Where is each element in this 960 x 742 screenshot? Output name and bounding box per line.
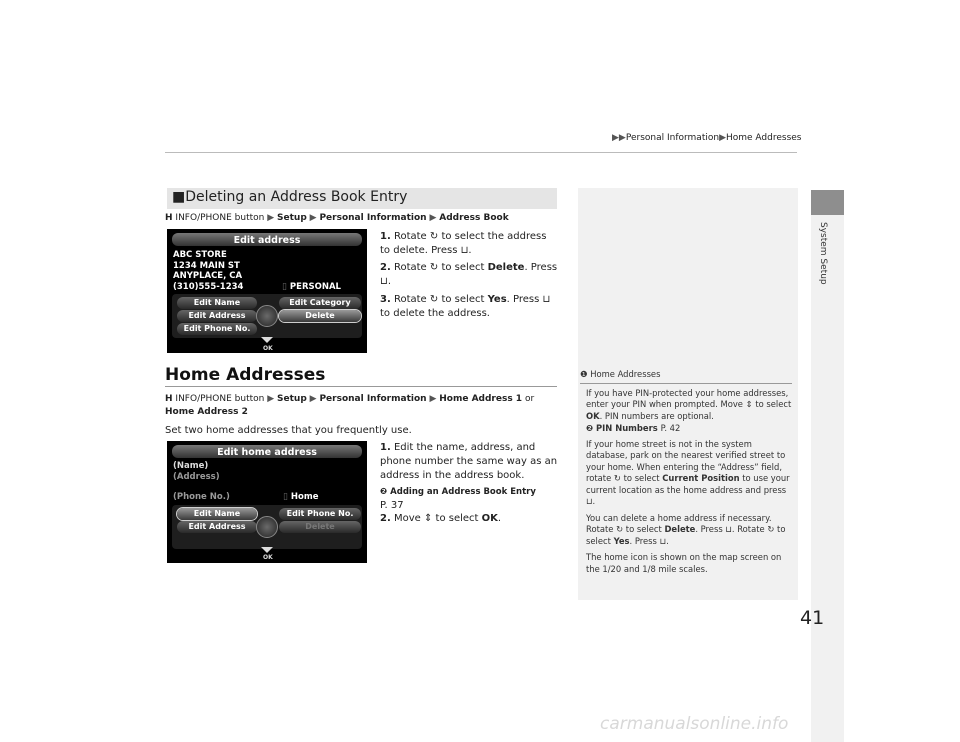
side-text: . (592, 496, 596, 506)
category-icon: ▯ (282, 282, 287, 292)
step-number: 1. (380, 231, 391, 242)
breadcrumb-item: Personal Information (625, 133, 720, 143)
step-text: to select (441, 262, 485, 273)
step-number: 3. (380, 294, 391, 305)
cross-reference[interactable] (380, 485, 560, 499)
intro-text: Set two home addresses that you frequently use. (165, 425, 412, 436)
side-keyword: Current Position (662, 473, 740, 483)
header-rule (165, 152, 797, 153)
edit-address-screen (167, 229, 367, 353)
note-icon: ❶ (580, 369, 588, 379)
name-line: (Name) (173, 461, 209, 471)
side-keyword: OK (586, 410, 600, 421)
step-text: Rotate (393, 262, 427, 273)
rotate-knob-icon: ↻ (429, 231, 439, 242)
path-item: Personal Information (319, 213, 427, 223)
step-text: . Press (524, 262, 558, 273)
step-text: Rotate (393, 294, 427, 305)
step-text: to select the address to delete. Press (380, 231, 547, 256)
step-text: . (387, 276, 391, 287)
path-start: INFO/PHONE button (175, 213, 265, 223)
address-line: ANYPLACE, CA (173, 271, 243, 281)
edit-name-button[interactable]: Edit Name (177, 508, 257, 520)
path-item: Home Address 2 (165, 407, 248, 417)
reference-link[interactable]: PIN Numbers (596, 423, 658, 433)
phone-line: (Phone No.) (173, 492, 230, 502)
move-knob-icon: ⇕ (423, 513, 433, 524)
rotate-knob-icon: ↻ (429, 262, 439, 273)
delete-button[interactable]: Delete (279, 521, 361, 533)
step-number: 2. (380, 513, 391, 524)
step-text: Edit the name, address, and phone number the same way as an address in the address book. (380, 442, 558, 481)
press-knob-icon: ⊔ (725, 524, 732, 534)
edit-home-address-screen (167, 441, 367, 563)
press-knob-icon: ⊔ (659, 535, 667, 546)
step-text: . (468, 245, 472, 256)
home-icon: H (165, 213, 173, 223)
side-paragraph (586, 439, 792, 508)
address-details (173, 250, 243, 292)
step-3 (380, 293, 558, 321)
home-icon: H (165, 394, 173, 404)
triangle-icon: ▶ (267, 213, 275, 223)
menu-path (165, 393, 565, 419)
breadcrumb (612, 133, 802, 143)
edit-phone-button[interactable]: Edit Phone No. (177, 323, 257, 335)
address-line: (310)555-1234 (173, 281, 244, 292)
step-1 (380, 441, 560, 513)
step-text: to select (435, 513, 479, 524)
screen-title: Edit address (233, 235, 301, 246)
path-item: Setup (277, 394, 307, 404)
side-cross-reference[interactable] (586, 423, 792, 435)
category-text: PERSONAL (289, 282, 341, 292)
path-item: Personal Information (319, 394, 427, 404)
side-text: to select (586, 524, 786, 546)
side-paragraph (586, 513, 792, 548)
section-heading: Home Addresses (165, 365, 326, 385)
side-text: to select (623, 473, 660, 483)
step-2 (380, 261, 558, 289)
category-label (282, 282, 341, 293)
edit-name-button[interactable]: Edit Name (177, 297, 257, 309)
side-text: . Press (629, 535, 657, 546)
side-tab-bar (811, 215, 844, 742)
rotate-knob-icon: ↻ (613, 473, 621, 483)
move-knob-icon: ⇕ (745, 399, 753, 409)
section-title: ■Deleting an Address Book Entry (172, 189, 408, 205)
down-arrow-icon (261, 337, 273, 343)
reference-page: P. 42 (660, 423, 681, 433)
press-knob-icon: ⊔ (460, 245, 469, 256)
breadcrumb-item: Home Addresses (725, 133, 802, 143)
reference-page: P. 37 (380, 500, 404, 511)
reference-link[interactable]: Adding an Address Book Entry (390, 487, 536, 497)
selector-knob-icon (256, 305, 278, 327)
side-text: You can delete a home address if necessary. Rotate (586, 512, 772, 534)
reference-icon: ❷ (380, 487, 388, 497)
home-icon: ▯ (283, 492, 288, 502)
side-note-title-text: Home Addresses (590, 369, 661, 379)
path-item: Setup (277, 213, 307, 223)
rotate-knob-icon: ↻ (429, 294, 439, 305)
edit-address-button[interactable]: Edit Address (177, 521, 257, 533)
step-text: to select (441, 294, 485, 305)
address-line: 1234 MAIN ST (173, 260, 240, 271)
triangle-icon: ▶ (267, 394, 275, 404)
side-text: to select (625, 524, 662, 534)
rotate-knob-icon: ↻ (767, 524, 775, 534)
side-text: If you have PIN-protected your home addresses, enter your PIN when prompted. Move (586, 387, 789, 409)
triangle-icon: ▶ (309, 394, 317, 404)
side-note (580, 369, 792, 575)
menu-path (165, 213, 509, 223)
path-start: INFO/PHONE button (175, 394, 265, 404)
triangle-icon: ▶ (719, 133, 726, 143)
triangle-icon: ▶ (429, 394, 437, 404)
step-text: to delete the address. (380, 308, 490, 319)
address-line: (Address) (173, 471, 220, 482)
ok-label: OK (263, 554, 273, 561)
edit-address-button[interactable]: Edit Address (177, 310, 257, 322)
side-paragraph: The home icon is shown on the map screen on the 1/20 and 1/8 mile scales. (586, 552, 782, 574)
path-item: Home Address 1 (439, 394, 523, 404)
press-knob-icon: ⊔ (586, 496, 593, 506)
ok-label: OK (263, 345, 273, 352)
step-text: Move (393, 513, 421, 524)
step-1 (380, 230, 558, 258)
side-text: to use your current location as the home address and press (586, 473, 790, 495)
address-line: ABC STORE (173, 250, 227, 260)
step-text: . Press (506, 294, 540, 305)
side-text: . Press (695, 524, 723, 534)
step-keyword: OK (481, 513, 498, 524)
step-text: Rotate (393, 231, 427, 242)
page-number: 41 (800, 607, 825, 629)
side-keyword: Yes (613, 535, 630, 546)
step-number: 1. (380, 442, 391, 453)
down-arrow-icon (261, 547, 273, 553)
side-text: . Rotate (731, 524, 765, 534)
step-text: . (497, 513, 502, 524)
path-item: Address Book (439, 213, 509, 223)
screen-title: Edit home address (217, 447, 317, 458)
watermark: carmanualsonline.info (600, 714, 789, 734)
home-label (283, 492, 319, 503)
side-paragraph (586, 388, 792, 423)
selector-knob-icon (256, 516, 278, 538)
rotate-knob-icon: ↻ (616, 524, 624, 534)
side-tab-marker (811, 190, 844, 215)
step-keyword: Yes (487, 294, 507, 305)
edit-category-button[interactable]: Edit Category (279, 297, 361, 309)
triangle-icon: ▶▶ (612, 133, 626, 143)
step-number: 2. (380, 262, 391, 273)
side-text: to select (755, 399, 792, 409)
side-text: . PIN numbers are optional. (599, 410, 714, 421)
triangle-icon: ▶ (429, 213, 437, 223)
side-tab-label: System Setup (818, 222, 828, 285)
press-knob-icon: ⊔ (380, 276, 388, 287)
heading-rule (165, 386, 557, 387)
address-details (173, 461, 220, 482)
edit-phone-button[interactable]: Edit Phone No. (279, 508, 361, 520)
home-text: Home (290, 492, 319, 502)
step-keyword: Delete (487, 262, 525, 273)
side-text: If your home street is not in the system database, park on the nearest verified street to your home. When entering the “Address” field, rotate (586, 438, 786, 483)
reference-icon: ❷ (586, 423, 594, 433)
path-or: or (524, 394, 535, 404)
step-2 (380, 512, 560, 526)
side-note-body (580, 388, 792, 576)
press-knob-icon: ⊔ (542, 294, 551, 305)
side-note-title (580, 369, 792, 384)
triangle-icon: ▶ (309, 213, 317, 223)
delete-button[interactable]: Delete (279, 310, 361, 322)
side-text: . (666, 535, 669, 546)
side-keyword: Delete (664, 524, 696, 534)
